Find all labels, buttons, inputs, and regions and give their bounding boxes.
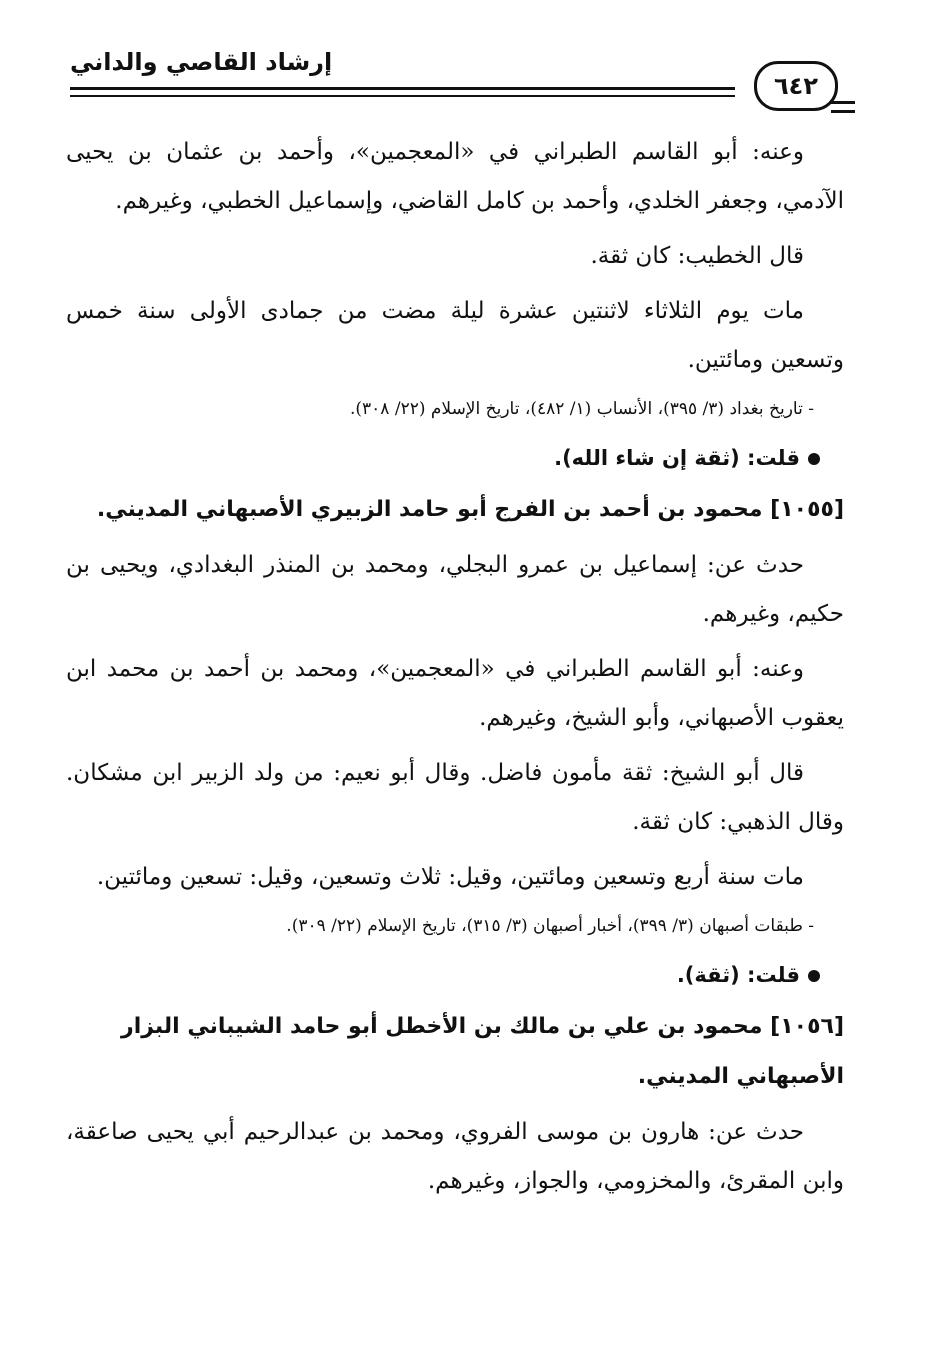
paragraph: قال الخطيب: كان ثقة. bbox=[590, 243, 804, 269]
verdict-text: قلت: (ثقة إن شاء الله). bbox=[554, 446, 800, 470]
page-number-dash bbox=[831, 110, 855, 113]
page-number-dash bbox=[831, 101, 855, 104]
page-body bbox=[66, 128, 844, 1212]
paragraph: حدث عن: هارون بن موسى الفروي، ومحمد بن عبدالرحيم أبي يحيى صاعقة، وابن المقرئ، والمخزومي، والجواز، وغيرهم. bbox=[66, 1119, 844, 1194]
verdict-text: قلت: (ثقة). bbox=[676, 963, 800, 987]
paragraph: مات سنة أربع وتسعين ومائتين، وقيل: ثلاث وتسعين، وقيل: تسعين ومائتين. bbox=[96, 864, 804, 890]
verdict bbox=[66, 435, 844, 481]
paragraph: قال أبو الشيخ: ثقة مأمون فاضل. وقال أبو نعيم: من ولد الزبير ابن مشكان. وقال الذهبي: كان ثقة. bbox=[66, 760, 844, 835]
header-rule-secondary bbox=[70, 95, 735, 97]
paragraph: مات يوم الثلاثاء لاثنتين عشرة ليلة مضت من جمادى الأولى سنة خمس وتسعين ومائتين. bbox=[66, 298, 844, 373]
source-reference: - تاريخ بغداد (٣/ ٣٩٥)، الأنساب (١/ ٤٨٢)، تاريخ الإسلام (٢٢/ ٣٠٨). bbox=[350, 399, 814, 419]
bullet-icon bbox=[808, 970, 820, 982]
page-number-text: ٦٤٢ bbox=[774, 72, 818, 100]
paragraph: وعنه: أبو القاسم الطبراني في «المعجمين»، ومحمد بن أحمد بن محمد ابن يعقوب الأصبهاني، وأبو الشيخ، وغيرهم. bbox=[66, 656, 844, 731]
paragraph: وعنه: أبو القاسم الطبراني في «المعجمين»، وأحمد بن عثمان بن يحيى الآدمي، وجعفر الخلدي، وأحمد بن كامل القاضي، وإسماعيل الخطبي، وغيرهم. bbox=[66, 139, 844, 214]
bullet-icon bbox=[808, 453, 820, 465]
running-title: إرشاد القاصي والداني bbox=[70, 48, 333, 76]
verdict bbox=[66, 952, 844, 998]
paragraph: حدث عن: إسماعيل بن عمرو البجلي، ومحمد بن المنذر البغدادي، ويحيى بن حكيم، وغيرهم. bbox=[66, 552, 844, 627]
entry-heading: [١٠٥٥] محمود بن أحمد بن الفرج أبو حامد الزبيري الأصبهاني المديني. bbox=[96, 497, 844, 522]
page-number bbox=[754, 61, 838, 111]
source-reference: - طبقات أصبهان (٣/ ٣٩٩)، أخبار أصبهان (٣/ ٣١٥)، تاريخ الإسلام (٢٢/ ٣٠٩). bbox=[286, 916, 814, 936]
entry-heading: [١٠٥٦] محمود بن علي بن مالك بن الأخطل أبو حامد الشيباني البزار الأصبهاني المديني. bbox=[121, 1014, 844, 1089]
header-rule bbox=[70, 87, 735, 90]
page-header bbox=[60, 44, 850, 114]
